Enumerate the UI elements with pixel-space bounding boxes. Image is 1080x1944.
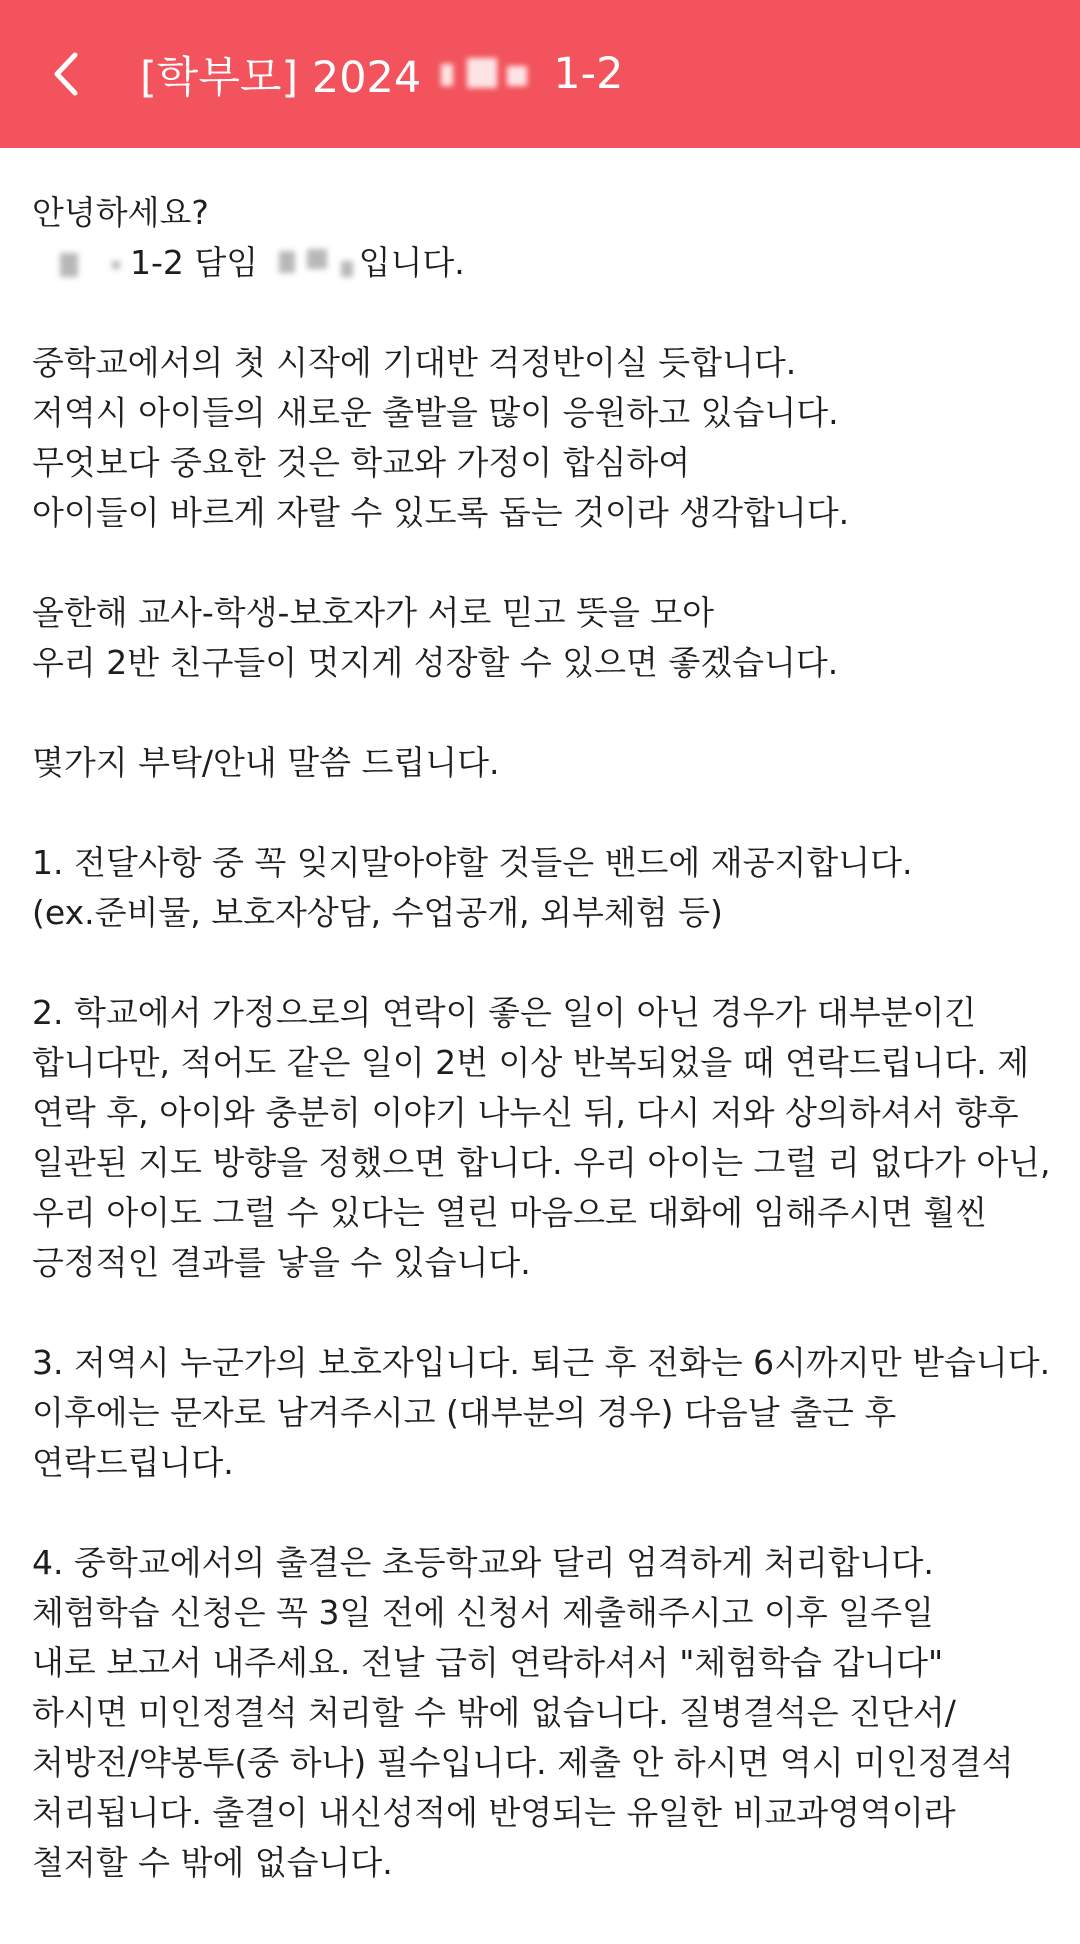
redacted-school xyxy=(32,247,130,283)
item3-line: 3. 저역시 누군가의 보호자입니다. 퇴근 후 전화는 6시까지만 받습니다. xyxy=(32,1343,1051,1382)
intro-mid: 1-2 담임 xyxy=(130,243,259,282)
app-header xyxy=(0,0,1080,148)
redacted-teacher-name xyxy=(269,247,359,283)
para1-line: 중학교에서의 첫 시작에 기대반 걱정반이실 듯합니다. xyxy=(32,343,797,382)
item2-line: 긍정적인 결과를 낳을 수 있습니다. xyxy=(32,1243,531,1282)
item3-line: 연락드립니다. xyxy=(32,1443,234,1482)
para2-line: 올한해 교사-학생-보호자가 서로 믿고 뜻을 모아 xyxy=(32,593,714,632)
back-button[interactable] xyxy=(36,44,96,104)
item2-line: 우리 아이도 그럴 수 있다는 열린 마음으로 대화에 임해주시면 훨씬 xyxy=(32,1193,988,1232)
chat-title xyxy=(140,0,624,148)
redacted-name-title xyxy=(435,54,539,94)
item4-line: 4. 중학교에서의 출결은 초등학교와 달리 엄격하게 처리합니다. xyxy=(32,1543,934,1582)
item3-line: 이후에는 문자로 남겨주시고 (대부분의 경우) 다음날 출근 후 xyxy=(32,1393,897,1432)
para1-line: 아이들이 바르게 자랄 수 있도록 돕는 것이라 생각합니다. xyxy=(32,493,850,532)
para1-line: 저역시 아이들의 새로운 출발을 많이 응원하고 있습니다. xyxy=(32,393,839,432)
item2-line: 2. 학교에서 가정으로의 연락이 좋은 일이 아닌 경우가 대부분이긴 xyxy=(32,993,977,1032)
item4-line: 철저할 수 밖에 없습니다. xyxy=(32,1843,393,1882)
item4-line: 내로 보고서 내주세요. 전날 급히 연락하셔서 "체험학습 갑니다" xyxy=(32,1643,944,1682)
item2-line: 연락 후, 아이와 충분히 이야기 나누신 뒤, 다시 저와 상의하셔서 향후 xyxy=(32,1093,1019,1132)
item4-line: 처방전/약봉투(중 하나) 필수입니다. 제출 안 하시면 역시 미인정결석 xyxy=(32,1743,1014,1782)
title-suffix: 1-2 xyxy=(553,49,624,99)
title-prefix: [학부모] 2024 xyxy=(140,52,422,103)
item1-line: (ex.준비물, 보호자상담, 수업공개, 외부체험 등) xyxy=(32,893,723,932)
greeting: 안녕하세요? xyxy=(32,193,209,232)
item4-line: 하시면 미인정결석 처리할 수 밖에 없습니다. 질병결석은 진단서/ xyxy=(32,1693,956,1732)
para2-line: 우리 2반 친구들이 멋지게 성장할 수 있으면 좋겠습니다. xyxy=(32,643,839,682)
para1-line: 무엇보다 중요한 것은 학교와 가정이 합심하여 xyxy=(32,443,691,482)
item4-line: 처리됩니다. 출결이 내신성적에 반영되는 유일한 비교과영역이라 xyxy=(32,1793,956,1832)
item2-line: 일관된 지도 방향을 정했으면 합니다. 우리 아이는 그럴 리 없다가 아닌, xyxy=(32,1143,1051,1182)
intro-line xyxy=(32,238,1062,288)
message-body xyxy=(32,188,1062,1888)
item1-line: 1. 전달사항 중 꼭 잊지말아야할 것들은 밴드에 재공지합니다. xyxy=(32,843,913,882)
intro-end: 입니다. xyxy=(358,243,465,282)
item2-line: 합니다만, 적어도 같은 일이 2번 이상 반복되었을 때 연락드립니다. 제 xyxy=(32,1043,1030,1082)
para3-line: 몇가지 부탁/안내 말씀 드립니다. xyxy=(32,743,500,782)
item4-line: 체험학습 신청은 꼭 3일 전에 신청서 제출해주시고 이후 일주일 xyxy=(32,1593,934,1632)
chevron-left-icon xyxy=(49,49,83,99)
